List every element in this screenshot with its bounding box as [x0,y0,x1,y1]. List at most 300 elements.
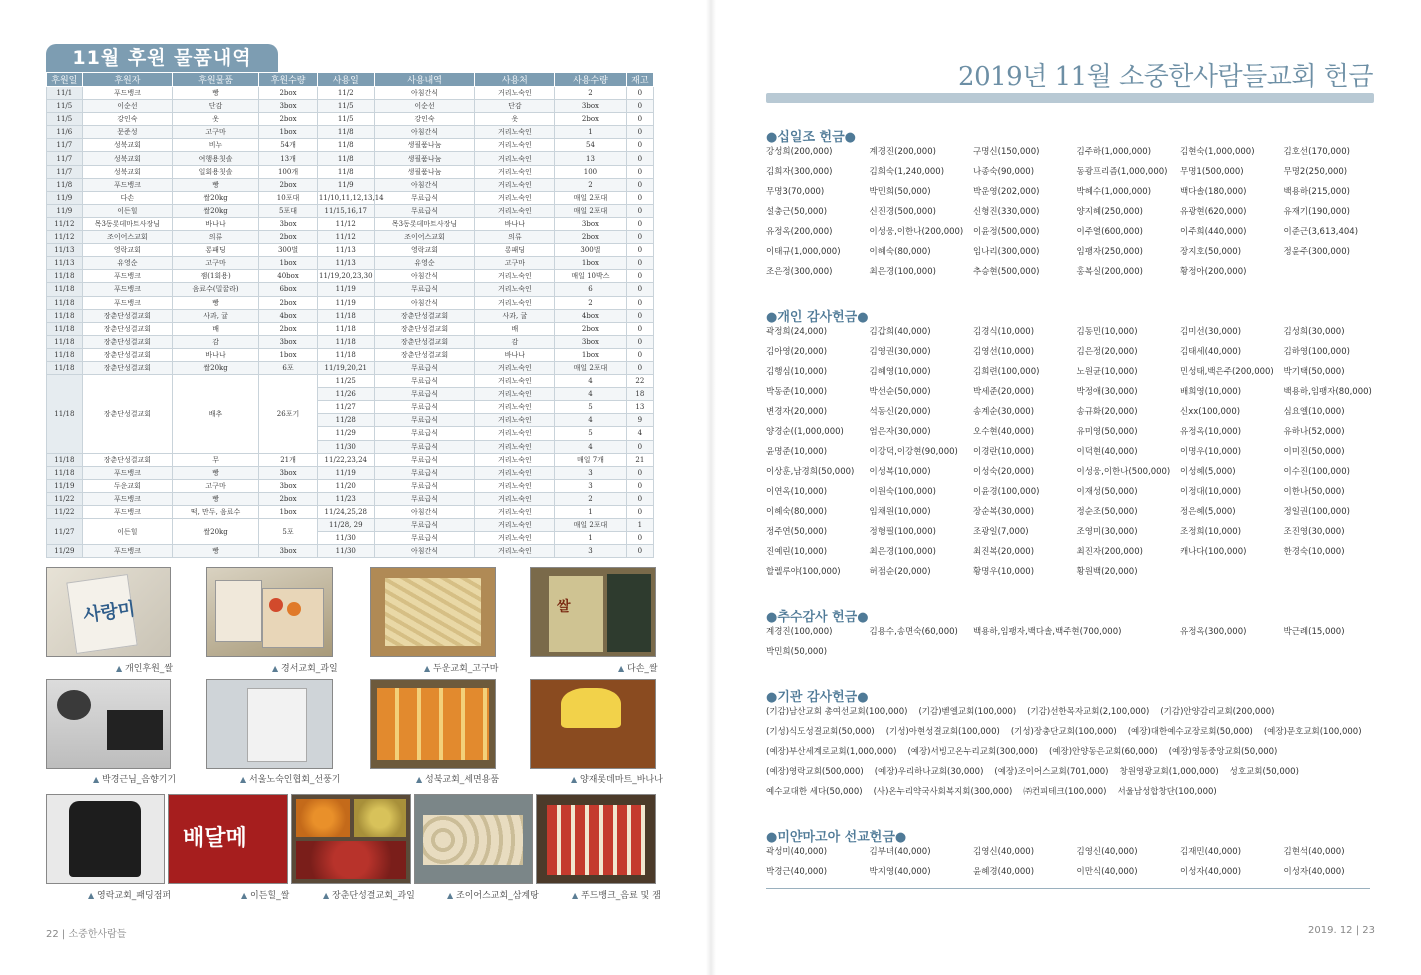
offering-entry: 이윤경(100,000) [973,487,1040,497]
table-cell: 쌀20kg [173,191,259,204]
offering-entry: 캐나다(100,000) [1180,547,1247,557]
offering-entry: 백용하(215,000) [1283,187,1350,197]
table-cell: 거리노숙인 [475,519,555,532]
table-cell: 2box [259,492,318,505]
offering-entry: 나종숙(90,000) [973,167,1035,177]
offering-entry: 강성희(200,000) [766,147,833,157]
offering-entry: 이수진(100,000) [1283,467,1350,477]
rice-sack-label: 쌀 [557,599,571,615]
table-row [47,453,654,466]
table-cell: 거리노숙인 [475,545,555,558]
table-cell: 3box [555,100,626,113]
column-header: 재고 [626,73,653,87]
table-cell: 11/28 [317,414,374,427]
right-page [710,0,1421,975]
table-cell: 11/18 [317,309,374,322]
table-cell: 6box [259,283,318,296]
table-cell: 롱패딩 [475,244,555,257]
table-cell: 장춘단성결교회 [82,361,172,374]
photo-audio-equipment [46,679,171,769]
table-cell: 아침간식 [374,545,475,558]
table-cell: 1box [259,126,318,139]
table-cell: 옷 [475,113,555,126]
offering-entry: 임팽자(250,000) [1076,247,1143,257]
table-cell: 11/5 [47,100,83,113]
offering-entry: 윤명준(10,000) [766,447,828,457]
column-header: 사용처 [475,73,555,87]
offering-entry: 김현석(40,000) [1283,847,1345,857]
offering-entry: 박기택(50,000) [1283,367,1345,377]
caption-6: ▲ 서울노숙인협회_선풍기 [240,775,341,785]
table-cell: 무료급식 [374,361,475,374]
table-cell: 빵 [173,545,259,558]
offering-entry: 무명2(250,000) [1283,167,1348,177]
table-cell: 무료급식 [374,492,475,505]
offering-entry: 창원영광교회(1,000,000) [1119,767,1219,777]
table-cell: 무료급식 [374,191,475,204]
table-cell: 2box [259,87,318,100]
table-cell: 거리노숙인 [475,126,555,139]
table-cell: 이든힐 [82,204,172,217]
offering-entry: 이정대(10,000) [1180,487,1242,497]
offering-entry: 신xx(100,000) [1180,407,1241,417]
section-harvest-heading: ●추수감사 헌금● [766,610,869,625]
table-cell: 11/12 [47,217,83,230]
table-cell: 두운교회 [82,479,172,492]
table-cell: 사과, 귤 [173,309,259,322]
table-cell: 11/5 [317,100,374,113]
table-cell: 목3동롯데마트사장님 [82,217,172,230]
table-row [47,309,654,322]
table-cell: 2box [259,322,318,335]
table-cell: 유영순 [82,257,172,270]
table-cell: 18 [626,388,653,401]
table-row [47,191,654,204]
offering-entry: 유하나(52,000) [1283,427,1345,437]
offering-entry: 임나리(300,000) [973,247,1040,257]
table-row [47,165,654,178]
offering-entry: 변경자(20,000) [766,407,828,417]
table-cell: 0 [626,152,653,165]
table-cell: 300벌 [259,244,318,257]
table-row [47,126,654,139]
table-cell: 생필품나눔 [374,152,475,165]
table-cell: 감 [475,335,555,348]
table-cell: 거리노숙인 [475,427,555,440]
photo-samgyetang [414,794,533,884]
table-cell: 40box [259,270,318,283]
table-cell: 바나나 [475,348,555,361]
table-cell: 0 [626,440,653,453]
left-footer: 22 | 소중한사람들 [46,929,127,940]
table-cell: 0 [626,257,653,270]
table-cell: 거리노숙인 [475,178,555,191]
table-cell: 1 [555,126,626,139]
table-cell: 무료급식 [374,388,475,401]
offering-entry: 석동신(20,000) [869,407,931,417]
table-cell: 푸드뱅크 [82,492,172,505]
offering-entry: (기성)장충단교회(100,000) [1010,727,1117,737]
table-cell: 아침간식 [374,87,475,100]
table-cell: 고구마 [173,126,259,139]
table-row [47,139,654,152]
table-cell: 0 [626,296,653,309]
section-tithe-heading: ●십일조 헌금● [766,130,857,145]
table-cell: 빵 [173,466,259,479]
offering-entry: 이성웅,이한나(500,000) [1076,467,1171,477]
table-row [47,178,654,191]
table-cell: 11/22,23,24 [317,453,374,466]
table-cell: 54개 [259,139,318,152]
table-cell: 100개 [259,165,318,178]
table-cell: 11/13 [47,257,83,270]
offering-entry: (기감)벧엘교회(100,000) [918,707,1017,717]
table-cell: 장춘단성결교회 [82,348,172,361]
offering-entry: 이만식(40,000) [1076,867,1138,877]
offering-entry: (예장)부산세계로교회(1,000,000) [766,747,897,757]
table-cell: 11/1 [47,87,83,100]
table-cell: 11/18 [47,270,83,283]
table-cell: 11/7 [47,139,83,152]
left-page [0,0,710,975]
photo-toiletries [370,679,496,769]
table-cell: 6포 [259,361,318,374]
table-cell: 3box [259,479,318,492]
table-cell: 54 [555,139,626,152]
table-cell: 거리노숙인 [475,479,555,492]
table-cell: 11/18 [47,453,83,466]
table-cell: 이순선 [82,100,172,113]
table-cell: 매일 2포대 [555,519,626,532]
offering-entry: 장순복(30,000) [973,507,1035,517]
table-header-row [47,73,654,87]
offering-entry: 유재기(190,000) [1283,207,1350,217]
caption-1: ▲ 개인후원_쌀 [116,664,174,674]
table-cell: 강인숙 [82,113,172,126]
photo-rice-bag [46,567,171,657]
offering-entry: 동광프리즘(1,000,000) [1076,167,1168,177]
table-cell: 다손 [82,191,172,204]
table-cell: 3box [259,335,318,348]
table-cell: 11/27 [317,401,374,414]
section-personal-list [766,322,1386,582]
offering-entry: 이미진(50,000) [1283,447,1345,457]
offering-entry: 윤혜경(40,000) [973,867,1035,877]
table-cell: 빵 [173,492,259,505]
table-row [47,375,654,388]
table-cell: 목3동롯데마트사장님 [374,217,475,230]
table-cell: 거리노숙인 [475,414,555,427]
offering-entry: 이성자(40,000) [1180,867,1242,877]
table-row [47,479,654,492]
table-cell: 3box [259,545,318,558]
table-cell: 0 [626,309,653,322]
table-cell: 푸드뱅크 [82,296,172,309]
photo-fruit-boxes [206,567,333,657]
table-cell: 무료급식 [374,453,475,466]
table-cell: 거리노숙인 [475,532,555,545]
offering-entry: 유정옥(300,000) [1180,627,1247,637]
offering-entry: 유미영(50,000) [1076,427,1138,437]
table-cell: 11/13 [317,244,374,257]
table-cell: 3box [259,466,318,479]
table-cell: 11/8 [317,126,374,139]
offering-entry: 곽성미(40,000) [766,847,828,857]
table-cell: 3box [259,217,318,230]
offering-entry: 김희숙(1,240,000) [869,167,945,177]
table-cell: 0 [626,178,653,191]
table-cell: 11/19,20,23,30 [317,270,374,283]
table-cell: 3 [555,479,626,492]
table-row [47,283,654,296]
table-cell: 무료급식 [374,427,475,440]
table-cell: 거리노숙인 [475,87,555,100]
table-cell: 300벌 [555,244,626,257]
offering-entry: 김은정(20,000) [1076,347,1138,357]
table-cell: 5포 [259,519,318,545]
offering-entry: 이혜숙(80,000) [869,247,931,257]
offering-entry: 김재민(40,000) [1180,847,1242,857]
table-cell: 21 [626,453,653,466]
photo-fan [206,679,333,769]
table-cell: 장춘단성결교회 [82,309,172,322]
offering-entry: 정순조(50,000) [1076,507,1138,517]
table-cell: 2 [555,87,626,100]
table-cell: 11/2 [317,87,374,100]
offering-entry: 장지호(50,000) [1180,247,1242,257]
offering-entry: 무명3(70,000) [766,187,825,197]
table-row [47,466,654,479]
table-cell: 0 [626,492,653,505]
offering-entry: 이성숙(20,000) [973,467,1035,477]
offering-entry: 이성웅,이한나(200,000) [869,227,964,237]
table-row [47,545,654,558]
table-cell: 롱패딩 [173,244,259,257]
table-cell: 영락교회 [82,244,172,257]
right-footer: 2019. 12 | 23 [1308,925,1375,936]
table-cell: 2box [259,178,318,191]
table-cell: 성북교회 [82,165,172,178]
table-cell: 0 [626,139,653,152]
offering-title: 2019년 11월 소중한사람들교회 헌금 [958,62,1373,92]
donation-table [46,72,654,558]
offering-entry: 황명우(10,000) [973,567,1035,577]
table-cell: 11/18 [47,296,83,309]
section-myanmar-list [766,842,1386,882]
table-cell: 바나나 [173,217,259,230]
offering-entry: 조진영(30,000) [1283,527,1345,537]
offering-entry: 정윤주(300,000) [1283,247,1350,257]
offering-entry: 이명우(10,000) [1180,447,1242,457]
offering-entry: 이준근(3,613,404) [1283,227,1359,237]
offering-entry: 최은경(100,000) [869,547,936,557]
offering-entry: 이성복(10,000) [869,467,931,477]
offering-entry: 오수현(40,000) [973,427,1035,437]
caption-13: ▲ 푸드뱅크_음료 및 잼 [572,891,661,901]
table-cell: 이든힐 [82,519,172,545]
table-cell: 무료급식 [374,375,475,388]
rice-box-label: 배달메 [183,826,247,851]
offering-entry: 김영신(40,000) [1076,847,1138,857]
offering-entry: 이주열(600,000) [1076,227,1143,237]
table-cell: 거리노숙인 [475,283,555,296]
table-row [47,152,654,165]
offering-entry: 김갑희(40,000) [869,327,931,337]
table-cell: 장춘단성결교회 [374,322,475,335]
offering-entry: 허점순(20,000) [869,567,931,577]
table-cell: 11/7 [47,165,83,178]
offering-entry: 조정희(10,000) [1180,527,1242,537]
offering-entry: 김현숙(1,000,000) [1180,147,1255,157]
offering-entry: 계경진(100,000) [766,627,833,637]
table-cell: 11/19 [47,479,83,492]
caption-5: ▲ 박경근님_음향기기 [93,775,177,785]
offering-entry: 김행심(10,000) [766,367,828,377]
table-cell: 조이어스교회 [82,231,172,244]
offering-entry: (기성)식도성결교회(50,000) [766,727,875,737]
offering-entry: (사)온누리약국사회복지회(300,000) [873,787,1013,797]
table-cell: 1box [555,348,626,361]
table-cell: 푸드뱅크 [82,87,172,100]
column-header: 사용내역 [374,73,475,87]
offering-entry: 이성혜(5,000) [1180,467,1236,477]
table-cell: 1box [259,348,318,361]
table-cell: 고구마 [173,257,259,270]
offering-entry: 양지혜(250,000) [1076,207,1143,217]
table-cell: 3 [555,545,626,558]
table-cell: 2box [259,113,318,126]
table-cell: 5 [555,427,626,440]
table-cell: 4box [555,309,626,322]
offering-entry: 김성희(30,000) [1283,327,1345,337]
table-cell: 4box [259,309,318,322]
table-cell: 5 [555,401,626,414]
table-cell: 이순선 [374,100,475,113]
offering-entry: (예장)조이어스교회(701,000) [994,767,1109,777]
offering-entry: 이태규(1,000,000) [766,247,841,257]
rice-bag-label: 사랑미 [82,598,137,627]
offering-entry: 설충근(50,000) [766,207,828,217]
offering-entry: 김혜영(10,000) [869,367,931,377]
table-cell: 거리노숙인 [475,492,555,505]
table-cell: 2box [259,231,318,244]
section-personal-heading: ●개인 감사헌금● [766,310,869,325]
table-cell: 11/19 [317,296,374,309]
table-cell: 0 [626,100,653,113]
section-tithe-list [766,142,1386,282]
section-harvest-list [766,622,1386,662]
table-cell: 10포대 [259,191,318,204]
table-cell: 무료급식 [374,479,475,492]
offering-entry: 무명1(500,000) [1180,167,1244,177]
table-cell: 바나나 [173,348,259,361]
table-cell: 11/19 [317,283,374,296]
offering-entry: 유광현(620,000) [1180,207,1247,217]
table-row [47,231,654,244]
table-cell: 빵 [173,296,259,309]
offering-entry: 박선순(50,000) [869,387,931,397]
offering-entry: 김미선(30,000) [1180,327,1242,337]
section-organization-list [766,702,1386,802]
table-cell: 무료급식 [374,440,475,453]
column-header: 후원수량 [259,73,318,87]
table-row [47,113,654,126]
table-cell: 5포대 [259,204,318,217]
table-cell: 거리노숙인 [475,440,555,453]
table-cell: 여행용칫솔 [173,152,259,165]
offering-entry: 서울남성합창단(100,000) [1117,787,1217,797]
offering-entry: 유정옥(10,000) [1180,427,1242,437]
photo-fruits [291,794,411,884]
offering-entry: 황원백(20,000) [1076,567,1138,577]
table-cell: 푸드뱅크 [82,506,172,519]
table-cell: 1 [626,519,653,532]
table-cell: 1box [555,257,626,270]
table-cell: 11/28, 29 [317,519,374,532]
column-header: 사용수량 [555,73,626,87]
offering-entry: 양경순((1,000,000) [766,427,844,437]
table-cell: 11/18 [47,348,83,361]
offering-entry: (기감)남산교회 총여선교회(100,000) [766,707,908,717]
table-cell: 6 [555,283,626,296]
table-cell: 쌀20kg [173,204,259,217]
offering-entry: 이연옥(10,000) [766,487,828,497]
table-cell: 무료급식 [374,283,475,296]
table-cell: 11/15,16,17 [317,204,374,217]
table-cell: 아침간식 [374,506,475,519]
offering-entry: 김희자(300,000) [766,167,833,177]
table-cell: 0 [626,204,653,217]
table-cell: 11/24,25,28 [317,506,374,519]
table-cell: 0 [626,532,653,545]
table-cell: 배추 [173,375,259,454]
table-cell: 2box [259,296,318,309]
table-cell: 떡, 만두, 음료수 [173,506,259,519]
table-cell: 거리노숙인 [475,204,555,217]
offering-entry: 조은정(300,000) [766,267,833,277]
table-cell: 4 [555,414,626,427]
table-cell: 0 [626,231,653,244]
caption-10: ▲ 이든힐_쌀 [241,891,290,901]
table-cell: 배 [173,322,259,335]
table-cell: 11/13 [317,257,374,270]
table-cell: 무료급식 [374,519,475,532]
table-cell: 11/8 [317,152,374,165]
table-cell: 거리노숙인 [475,453,555,466]
offering-entry: 홍복실(200,000) [1076,267,1143,277]
table-cell: 22 [626,375,653,388]
caption-2: ▲ 경서교회_과일 [272,664,338,674]
offering-entry: 정은혜(5,000) [1180,507,1236,517]
table-cell: 0 [626,217,653,230]
table-cell: 11/8 [317,139,374,152]
table-cell: 11/29 [47,545,83,558]
table-cell: 성북교회 [82,139,172,152]
offering-entry: 최은경(100,000) [869,267,936,277]
photo-sweet-potato [370,567,496,657]
table-cell: 비누 [173,139,259,152]
table-row [47,204,654,217]
title-underline-bar [766,93,1374,103]
offering-entry: 송계순(30,000) [973,407,1035,417]
table-cell: 3box [555,217,626,230]
offering-entry: 신형진(330,000) [973,207,1040,217]
bottom-divider [766,888,1370,889]
table-cell: 11/18 [47,322,83,335]
offering-entry: 이재성(50,000) [1076,487,1138,497]
table-cell: 사과, 귤 [475,309,555,322]
table-cell: 0 [626,244,653,257]
